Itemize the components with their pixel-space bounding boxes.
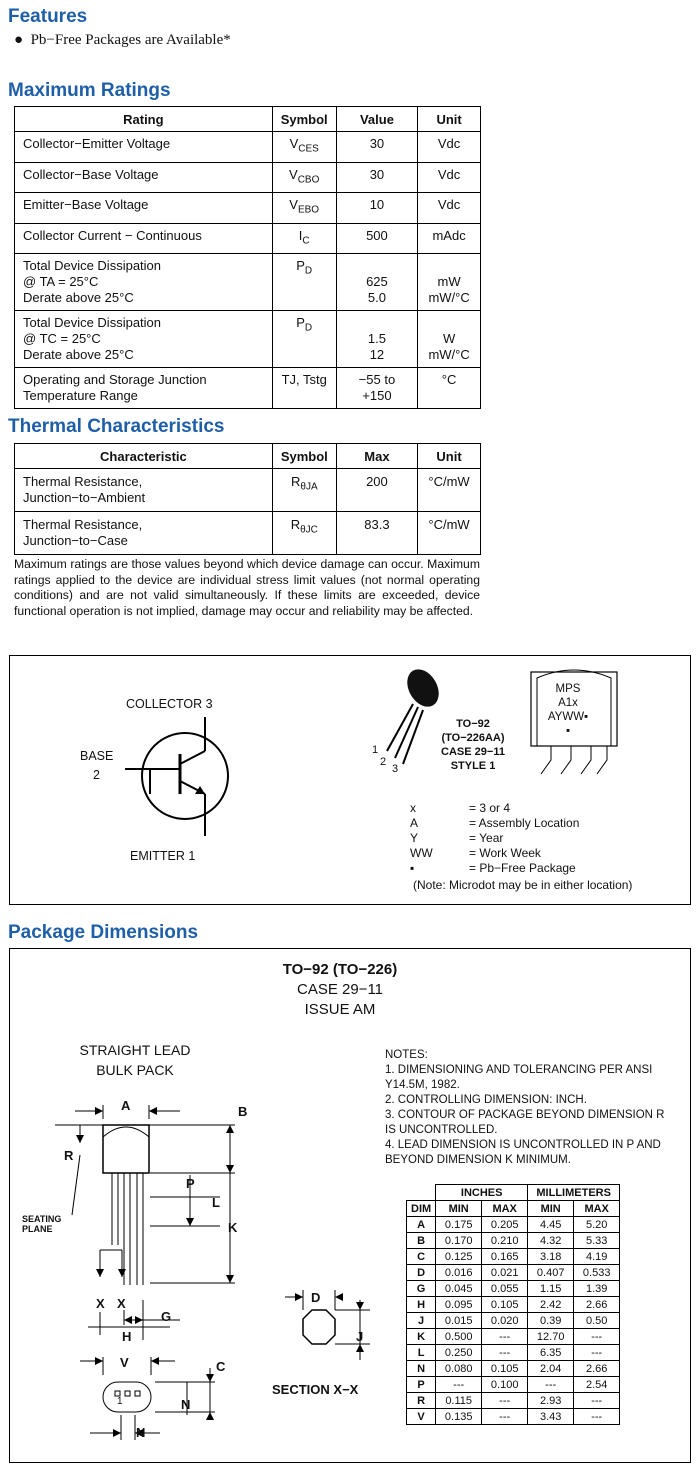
straight-lead-text: STRAIGHT LEAD	[79, 1042, 191, 1058]
dim-label-n2: N	[136, 1425, 146, 1440]
plane-text: PLANE	[22, 1224, 53, 1234]
dim-value-cell: 2.42	[528, 1297, 574, 1313]
table-row	[15, 469, 481, 512]
legend-key: x	[410, 801, 416, 815]
features-heading: Features	[8, 6, 88, 27]
pkgdim-heading: Package Dimensions	[8, 922, 199, 943]
symbol-sub: D	[304, 322, 313, 334]
max-ratings-table	[14, 106, 481, 409]
symbol-cell	[272, 193, 336, 224]
unit-cell: mW mW/°C	[418, 254, 481, 311]
value-cell: 500	[336, 223, 418, 254]
note-item: 1. DIMENSIONING AND TOLERANCING PER ANSI Y14.5M, 1982.	[385, 1064, 653, 1091]
dim-value-cell: ---	[574, 1329, 620, 1345]
symbol-sub: C	[302, 235, 310, 247]
seating-text: SEATING	[22, 1214, 62, 1224]
table-row	[407, 1361, 620, 1377]
legend-key: Y	[410, 831, 419, 845]
dim-label-v: V	[120, 1355, 129, 1370]
dim-cell: B	[407, 1233, 436, 1249]
base-pin-number: 2	[93, 768, 100, 782]
dim-label-x1: X	[96, 1296, 105, 1311]
dim-value-cell: 2.54	[574, 1377, 620, 1393]
note-item: 2. CONTROLLING DIMENSION: INCH.	[385, 1094, 587, 1106]
dim-cell: K	[407, 1329, 436, 1345]
symbol-main: V	[289, 136, 299, 151]
symbol-main: I	[298, 227, 303, 243]
symbol-sub: CES	[298, 143, 319, 155]
dim-cell: G	[407, 1281, 436, 1297]
dim-value-cell: 0.105	[482, 1297, 528, 1313]
note-item: 4. LEAD DIMENSION IS UNCONTROLLED IN P AND BEYOND DIMENSION K MINIMUM.	[385, 1139, 661, 1166]
legend-row	[410, 816, 583, 831]
dim-value-cell: 0.170	[436, 1233, 482, 1249]
table-row	[15, 512, 481, 555]
symbol-sub: CBO	[297, 174, 320, 186]
col-header: MAX	[482, 1201, 528, 1217]
thermal-heading: Thermal Characteristics	[8, 416, 225, 437]
table-header-row	[407, 1185, 620, 1201]
dim-value-cell: 2.04	[528, 1361, 574, 1377]
table-row	[407, 1281, 620, 1297]
rating-cell: Collector−Base Voltage	[15, 162, 273, 193]
dim-cell: P	[407, 1377, 436, 1393]
dim-label-p: P	[186, 1176, 195, 1191]
dim-label-k: K	[228, 1220, 238, 1235]
table-row	[15, 311, 481, 368]
pin-1: 1	[372, 744, 379, 756]
dim-value-cell: 0.080	[436, 1361, 482, 1377]
col-header: MIN	[436, 1201, 482, 1217]
legend-value: = Pb−Free Package	[469, 861, 576, 875]
legend-value: = Year	[469, 831, 504, 845]
marking-legend	[410, 801, 583, 876]
dim-value-cell: 0.115	[436, 1393, 482, 1409]
symbol-main: R	[290, 517, 301, 532]
table-header-row	[15, 107, 481, 132]
dim-value-cell: 5.33	[574, 1233, 620, 1249]
value-cell: 625 5.0	[336, 254, 418, 311]
dim-value-cell: 5.20	[574, 1217, 620, 1233]
max-ratings-note: Maximum ratings are those values beyond which device damage can occur. Maximum ratings applied to the device are individual stress limit values (not normal operating conditions) and are not valid simultaneously. If these limits are exceeded, device functional operation is not implied, damage may occur and reliability may be affected.	[14, 557, 480, 618]
symbol-main: P	[296, 258, 305, 274]
symbol-main: TJ, Tstg	[281, 372, 327, 388]
dim-value-cell: ---	[574, 1345, 620, 1361]
dim-value-cell: 0.500	[436, 1329, 482, 1345]
rating-cell: Collector−Emitter Voltage	[15, 132, 273, 163]
package-line: TO−92	[456, 718, 490, 730]
dim-value-cell: 0.095	[436, 1297, 482, 1313]
legend-row	[410, 831, 583, 846]
unit-cell: °C/mW	[418, 512, 481, 555]
dim-label-h: H	[122, 1329, 132, 1344]
legend-row	[410, 861, 583, 876]
value-cell: 1.5 12	[336, 311, 418, 368]
dim-value-cell: 0.045	[436, 1281, 482, 1297]
dim-value-cell: ---	[482, 1409, 528, 1425]
dim-cell: D	[407, 1265, 436, 1281]
dim-value-cell: ---	[574, 1409, 620, 1425]
unit-cell: W mW/°C	[418, 311, 481, 368]
dim-label-x2: X	[117, 1296, 126, 1311]
pkgdim-title-block	[240, 960, 440, 1020]
dim-value-cell: 6.35	[528, 1345, 574, 1361]
bullet-text: Pb−Free Packages are Available*	[30, 32, 231, 48]
col-header: DIM	[407, 1201, 436, 1217]
legend-key: A	[410, 816, 419, 830]
seating-plane-label	[22, 1214, 61, 1234]
dim-value-cell: 2.66	[574, 1361, 620, 1377]
pin-2: 2	[380, 756, 387, 768]
notes-title: NOTES:	[385, 1049, 428, 1061]
dim-value-cell: 0.250	[436, 1345, 482, 1361]
symbol-cell	[272, 254, 336, 311]
col-header: Max	[336, 444, 417, 469]
inches-header: INCHES	[436, 1185, 528, 1201]
dim-value-cell: 4.32	[528, 1233, 574, 1249]
pkgdim-issue: ISSUE AM	[304, 1001, 376, 1018]
unit-cell: Vdc	[418, 193, 481, 224]
table-row	[407, 1409, 620, 1425]
dim-cell: R	[407, 1393, 436, 1409]
base-label: BASE	[80, 749, 114, 763]
unit-cell: °C/mW	[418, 469, 481, 512]
max-cell: 83.3	[336, 512, 417, 555]
pin-3: 3	[392, 763, 399, 775]
symbol-cell	[272, 368, 336, 409]
dim-value-cell: 3.18	[528, 1249, 574, 1265]
dim-cell: V	[407, 1409, 436, 1425]
dim-value-cell: 0.407	[528, 1265, 574, 1281]
marking-line: ▪	[565, 725, 571, 737]
dim-value-cell: ---	[528, 1377, 574, 1393]
legend-row	[410, 846, 583, 861]
symbol-sub: θJC	[300, 524, 318, 536]
value-cell: −55 to +150	[336, 368, 418, 409]
dim-value-cell: 0.021	[482, 1265, 528, 1281]
dim-value-cell: 4.19	[574, 1249, 620, 1265]
table-row	[407, 1377, 620, 1393]
collector-label: COLLECTOR 3	[126, 697, 213, 711]
dim-value-cell: 0.165	[482, 1249, 528, 1265]
dim-value-cell: 0.175	[436, 1217, 482, 1233]
marking-line: MPS	[555, 683, 581, 695]
package-line: (TO−226AA)	[441, 732, 505, 744]
unit-cell: Vdc	[418, 132, 481, 163]
table-row	[15, 162, 481, 193]
col-header: Rating	[15, 107, 273, 132]
dim-value-cell: 0.105	[482, 1361, 528, 1377]
col-header: Unit	[418, 444, 481, 469]
rating-cell: Total Device Dissipation @ TA = 25°C Derate above 25°C	[15, 254, 273, 311]
col-header: Value	[336, 107, 418, 132]
dim-label-a: A	[121, 1098, 131, 1113]
table-row	[407, 1249, 620, 1265]
dim-label-j: J	[356, 1329, 364, 1344]
dim-value-cell: 2.66	[574, 1297, 620, 1313]
dim-label-n1: N	[181, 1397, 191, 1412]
legend-key: WW	[410, 846, 433, 860]
marking-line: A1x	[558, 697, 578, 709]
symbol-cell	[272, 311, 336, 368]
emitter-label: EMITTER 1	[130, 849, 196, 863]
symbol-cell	[272, 512, 336, 555]
section-label: SECTION X−X	[272, 1382, 359, 1397]
dim-value-cell: 0.135	[436, 1409, 482, 1425]
table-row	[407, 1345, 620, 1361]
dim-value-cell: 0.020	[482, 1313, 528, 1329]
bullet-dot: ●	[14, 32, 31, 48]
unit-cell: Vdc	[418, 162, 481, 193]
table-row	[407, 1265, 620, 1281]
dim-cell: J	[407, 1313, 436, 1329]
dim-value-cell: 0.50	[574, 1313, 620, 1329]
marking-line: AYWW▪	[547, 711, 589, 723]
dim-value-cell: ---	[482, 1393, 528, 1409]
bulk-pack-text: BULK PACK	[96, 1062, 174, 1078]
table-row	[407, 1217, 620, 1233]
dim-value-cell: 0.016	[436, 1265, 482, 1281]
dim-cell: H	[407, 1297, 436, 1313]
dim-label-c: C	[216, 1359, 226, 1374]
dim-label-g: G	[161, 1309, 172, 1324]
dim-value-cell: 12.70	[528, 1329, 574, 1345]
dim-value-cell: 1.39	[574, 1281, 620, 1297]
dim-cell: N	[407, 1361, 436, 1377]
dim-value-cell: ---	[574, 1393, 620, 1409]
dim-value-cell: 0.100	[482, 1377, 528, 1393]
symbol-main: V	[289, 197, 298, 213]
table-row	[15, 223, 481, 254]
pkgdim-case-number: CASE 29−11	[296, 981, 384, 998]
dim-value-cell: ---	[482, 1345, 528, 1361]
characteristic-cell: Thermal Resistance, Junction−to−Ambient	[15, 469, 273, 512]
dim-value-cell: ---	[482, 1329, 528, 1345]
package-line: CASE 29−11	[441, 746, 505, 758]
symbol-sub: θJA	[300, 481, 318, 493]
dim-value-cell: 1.15	[528, 1281, 574, 1297]
col-header: Unit	[418, 107, 481, 132]
dim-label-d: D	[311, 1290, 321, 1305]
legend-value: = Assembly Location	[469, 816, 580, 830]
table-row	[407, 1297, 620, 1313]
table-row	[15, 368, 481, 409]
dim-value-cell: 0.39	[528, 1313, 574, 1329]
dim-value-cell: 0.015	[436, 1313, 482, 1329]
max-ratings-heading: Maximum Ratings	[8, 80, 171, 101]
table-row	[15, 193, 481, 224]
symbol-main: P	[296, 315, 305, 331]
symbol-cell	[272, 223, 336, 254]
dim-value-cell: ---	[436, 1377, 482, 1393]
value-cell: 30	[336, 162, 418, 193]
dim-cell: C	[407, 1249, 436, 1265]
legend-value: = Work Week	[469, 846, 541, 860]
symbol-main: R	[291, 474, 301, 489]
pkgdim-case-title: TO−92 (TO−226)	[282, 961, 398, 978]
symbol-cell	[272, 132, 336, 163]
package-line: STYLE 1	[450, 760, 496, 772]
dim-label-b: B	[238, 1104, 248, 1119]
unit-cell: °C	[418, 368, 481, 409]
legend-note: (Note: Microdot may be in either location)	[413, 878, 633, 892]
table-header-row	[15, 444, 481, 469]
legend-row	[410, 801, 583, 816]
dim-value-cell: 3.43	[528, 1409, 574, 1425]
unit-cell: mAdc	[418, 223, 481, 254]
symbol-cell	[272, 162, 336, 193]
col-header: Symbol	[272, 107, 336, 132]
millimeters-header: MILLIMETERS	[528, 1185, 620, 1201]
rating-cell: Total Device Dissipation @ TC = 25°C Derate above 25°C	[15, 311, 273, 368]
characteristic-cell: Thermal Resistance, Junction−to−Case	[15, 512, 273, 555]
straight-lead-caption	[60, 1040, 210, 1080]
dim-value-cell: 0.210	[482, 1233, 528, 1249]
package-label	[428, 717, 518, 773]
marking-text	[540, 682, 596, 738]
table-row	[407, 1329, 620, 1345]
dim-cell: A	[407, 1217, 436, 1233]
rating-cell: Collector Current − Continuous	[15, 223, 273, 254]
table-row	[407, 1313, 620, 1329]
col-header: Characteristic	[15, 444, 273, 469]
dimensions-table	[406, 1184, 620, 1425]
table-row	[15, 254, 481, 311]
legend-value: = 3 or 4	[469, 801, 511, 815]
table-row	[407, 1233, 620, 1249]
pin-one-label: 1	[117, 1396, 123, 1407]
thermal-table	[14, 443, 481, 555]
rating-cell: Operating and Storage Junction Temperature Range	[15, 368, 273, 409]
col-header: MIN	[528, 1201, 574, 1217]
table-row	[15, 132, 481, 163]
dim-value-cell: 2.93	[528, 1393, 574, 1409]
dim-value-cell: 0.055	[482, 1281, 528, 1297]
dim-value-cell: 4.45	[528, 1217, 574, 1233]
value-cell: 10	[336, 193, 418, 224]
marking-box	[9, 655, 691, 905]
rating-cell: Emitter−Base Voltage	[15, 193, 273, 224]
table-header-row	[407, 1201, 620, 1217]
col-header: MAX	[574, 1201, 620, 1217]
col-header: Symbol	[272, 444, 336, 469]
symbol-sub: D	[304, 265, 313, 277]
dim-cell: L	[407, 1345, 436, 1361]
dim-value-cell: 0.125	[436, 1249, 482, 1265]
dim-value-cell: 0.533	[574, 1265, 620, 1281]
table-row	[407, 1393, 620, 1409]
pkgdim-notes	[385, 1048, 664, 1168]
features-bullet	[14, 32, 231, 49]
value-cell: 30	[336, 132, 418, 163]
max-cell: 200	[336, 469, 417, 512]
symbol-sub: EBO	[297, 204, 320, 216]
note-item: 3. CONTOUR OF PACKAGE BEYOND DIMENSION R IS UNCONTROLLED.	[385, 1109, 665, 1136]
symbol-main: V	[289, 166, 298, 182]
dim-value-cell: 0.205	[482, 1217, 528, 1233]
legend-key: ▪	[410, 861, 415, 875]
symbol-cell	[272, 469, 336, 512]
dim-label-l: L	[212, 1195, 220, 1210]
dim-label-r: R	[64, 1148, 74, 1163]
